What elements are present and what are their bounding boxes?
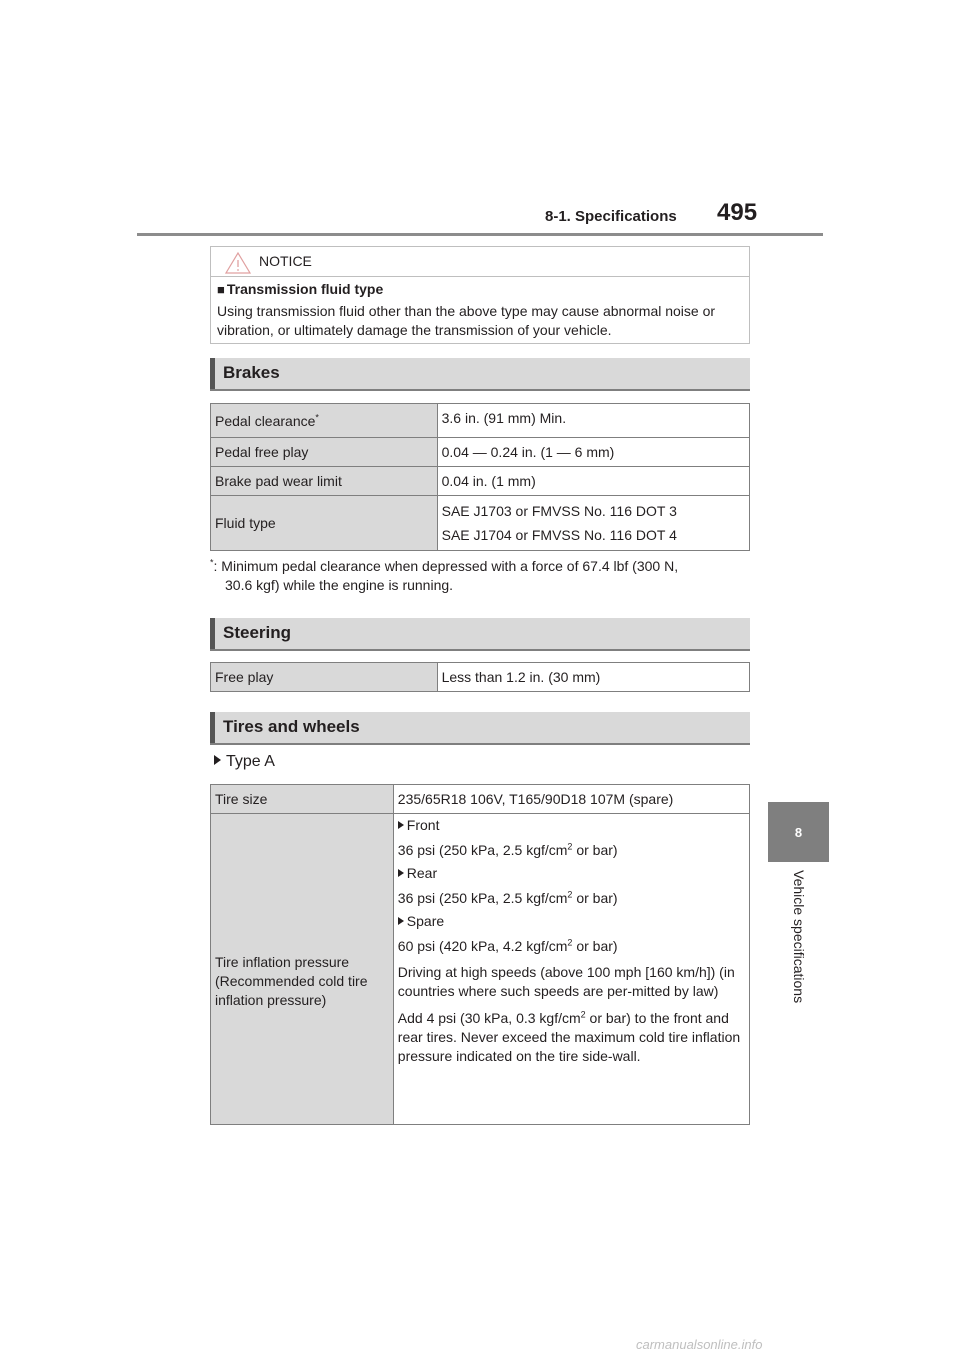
free-play-label: Free play: [211, 663, 438, 692]
watermark: carmanualsonline.info: [636, 1337, 763, 1352]
triangle-bullet-icon: [398, 821, 404, 829]
front-label: Front: [398, 817, 745, 834]
chapter-tab[interactable]: [768, 802, 829, 862]
chapter-title: Vehicle specifications: [791, 870, 807, 1004]
tires-table: [210, 784, 750, 1125]
fluid-type-value: SAE J1703 or FMVSS No. 116 DOT 3 SAE J1704 or FMVSS No. 116 DOT 4: [437, 496, 749, 551]
pedal-free-play-label: Pedal free play: [211, 438, 438, 467]
pedal-clearance-value: 3.6 in. (91 mm) Min.: [437, 404, 749, 438]
table-row: [211, 467, 750, 496]
triangle-bullet-icon: [398, 869, 404, 877]
steering-table: [210, 662, 750, 692]
free-play-value: Less than 1.2 in. (30 mm): [437, 663, 749, 692]
spare-label: Spare: [398, 913, 745, 930]
tire-size-label: Tire size: [211, 785, 394, 814]
tires-heading: Tires and wheels: [210, 712, 750, 745]
pedal-free-play-value: 0.04 — 0.24 in. (1 — 6 mm): [437, 438, 749, 467]
rear-value: 36 psi (250 kPa, 2.5 kgf/$cm^2$ or bar): [397, 889, 618, 906]
brakes-table: [210, 403, 750, 551]
notice-text: Using transmission fluid other than the above type may cause abnormal noise or vibration, or ultimately damage the transmission of your vehicle.: [217, 303, 716, 338]
header-divider: [137, 233, 823, 236]
table-row: [211, 496, 750, 551]
tire-pressure-value: [393, 814, 749, 1125]
table-row: [211, 404, 750, 438]
table-row: [211, 814, 750, 1125]
tire-pressure-label: Tire inflation pressure (Recommended cold tire inflation pressure): [211, 814, 394, 1125]
notice-subheading: ■ Transmission fluid type: [217, 281, 384, 297]
warning-triangle-icon: [225, 252, 251, 274]
chapter-number: 8: [794, 824, 803, 840]
notice-box: [210, 246, 750, 344]
table-row: [211, 438, 750, 467]
square-bullet-icon: ■: [217, 282, 225, 297]
section-title: 8-1. Specifications: [545, 208, 677, 225]
steering-heading: Steering: [210, 618, 750, 651]
triangle-bullet-icon: [214, 755, 221, 765]
notice-label: NOTICE: [259, 253, 312, 269]
brakes-footnote: *: Minimum pedal clearance when depressed with a force of 67.4 lbf (300 N, 30.6 kgf) while the engine is running.: [210, 557, 679, 593]
rear-label: Rear: [398, 865, 745, 882]
page-number: 495: [717, 199, 758, 226]
type-a-label: Type A: [214, 753, 275, 771]
notice-header: [211, 247, 749, 277]
triangle-bullet-icon: [398, 917, 404, 925]
brake-pad-value: 0.04 in. (1 mm): [437, 467, 749, 496]
brakes-heading: Brakes: [210, 358, 750, 391]
tire-size-value: 235/65R18 106V, T165/90D18 107M (spare): [393, 785, 749, 814]
pedal-clearance-label: Pedal clearance*: [211, 404, 438, 438]
brake-pad-label: Brake pad wear limit: [211, 467, 438, 496]
high-speed-note: Driving at high speeds (above 100 mph [160 km/h]) (in countries where such speeds are per-mitted by law): [397, 964, 735, 999]
front-value: 36 psi (250 kPa, 2.5 kgf/$cm^2$ or bar): [397, 841, 618, 858]
table-row: [211, 663, 750, 692]
pressure-add-note: Add 4 psi (30 kPa, 0.3 kgf/$cm^2$ or bar) to the front and rear tires. Never exceed the maximum cold tire inflation pressure indicated on the tire side-wall.: [397, 1009, 741, 1064]
table-row: [211, 785, 750, 814]
spare-value: 60 psi (420 kPa, 4.2 kgf/$cm^2$ or bar): [397, 937, 618, 954]
fluid-type-label: Fluid type: [211, 496, 438, 551]
